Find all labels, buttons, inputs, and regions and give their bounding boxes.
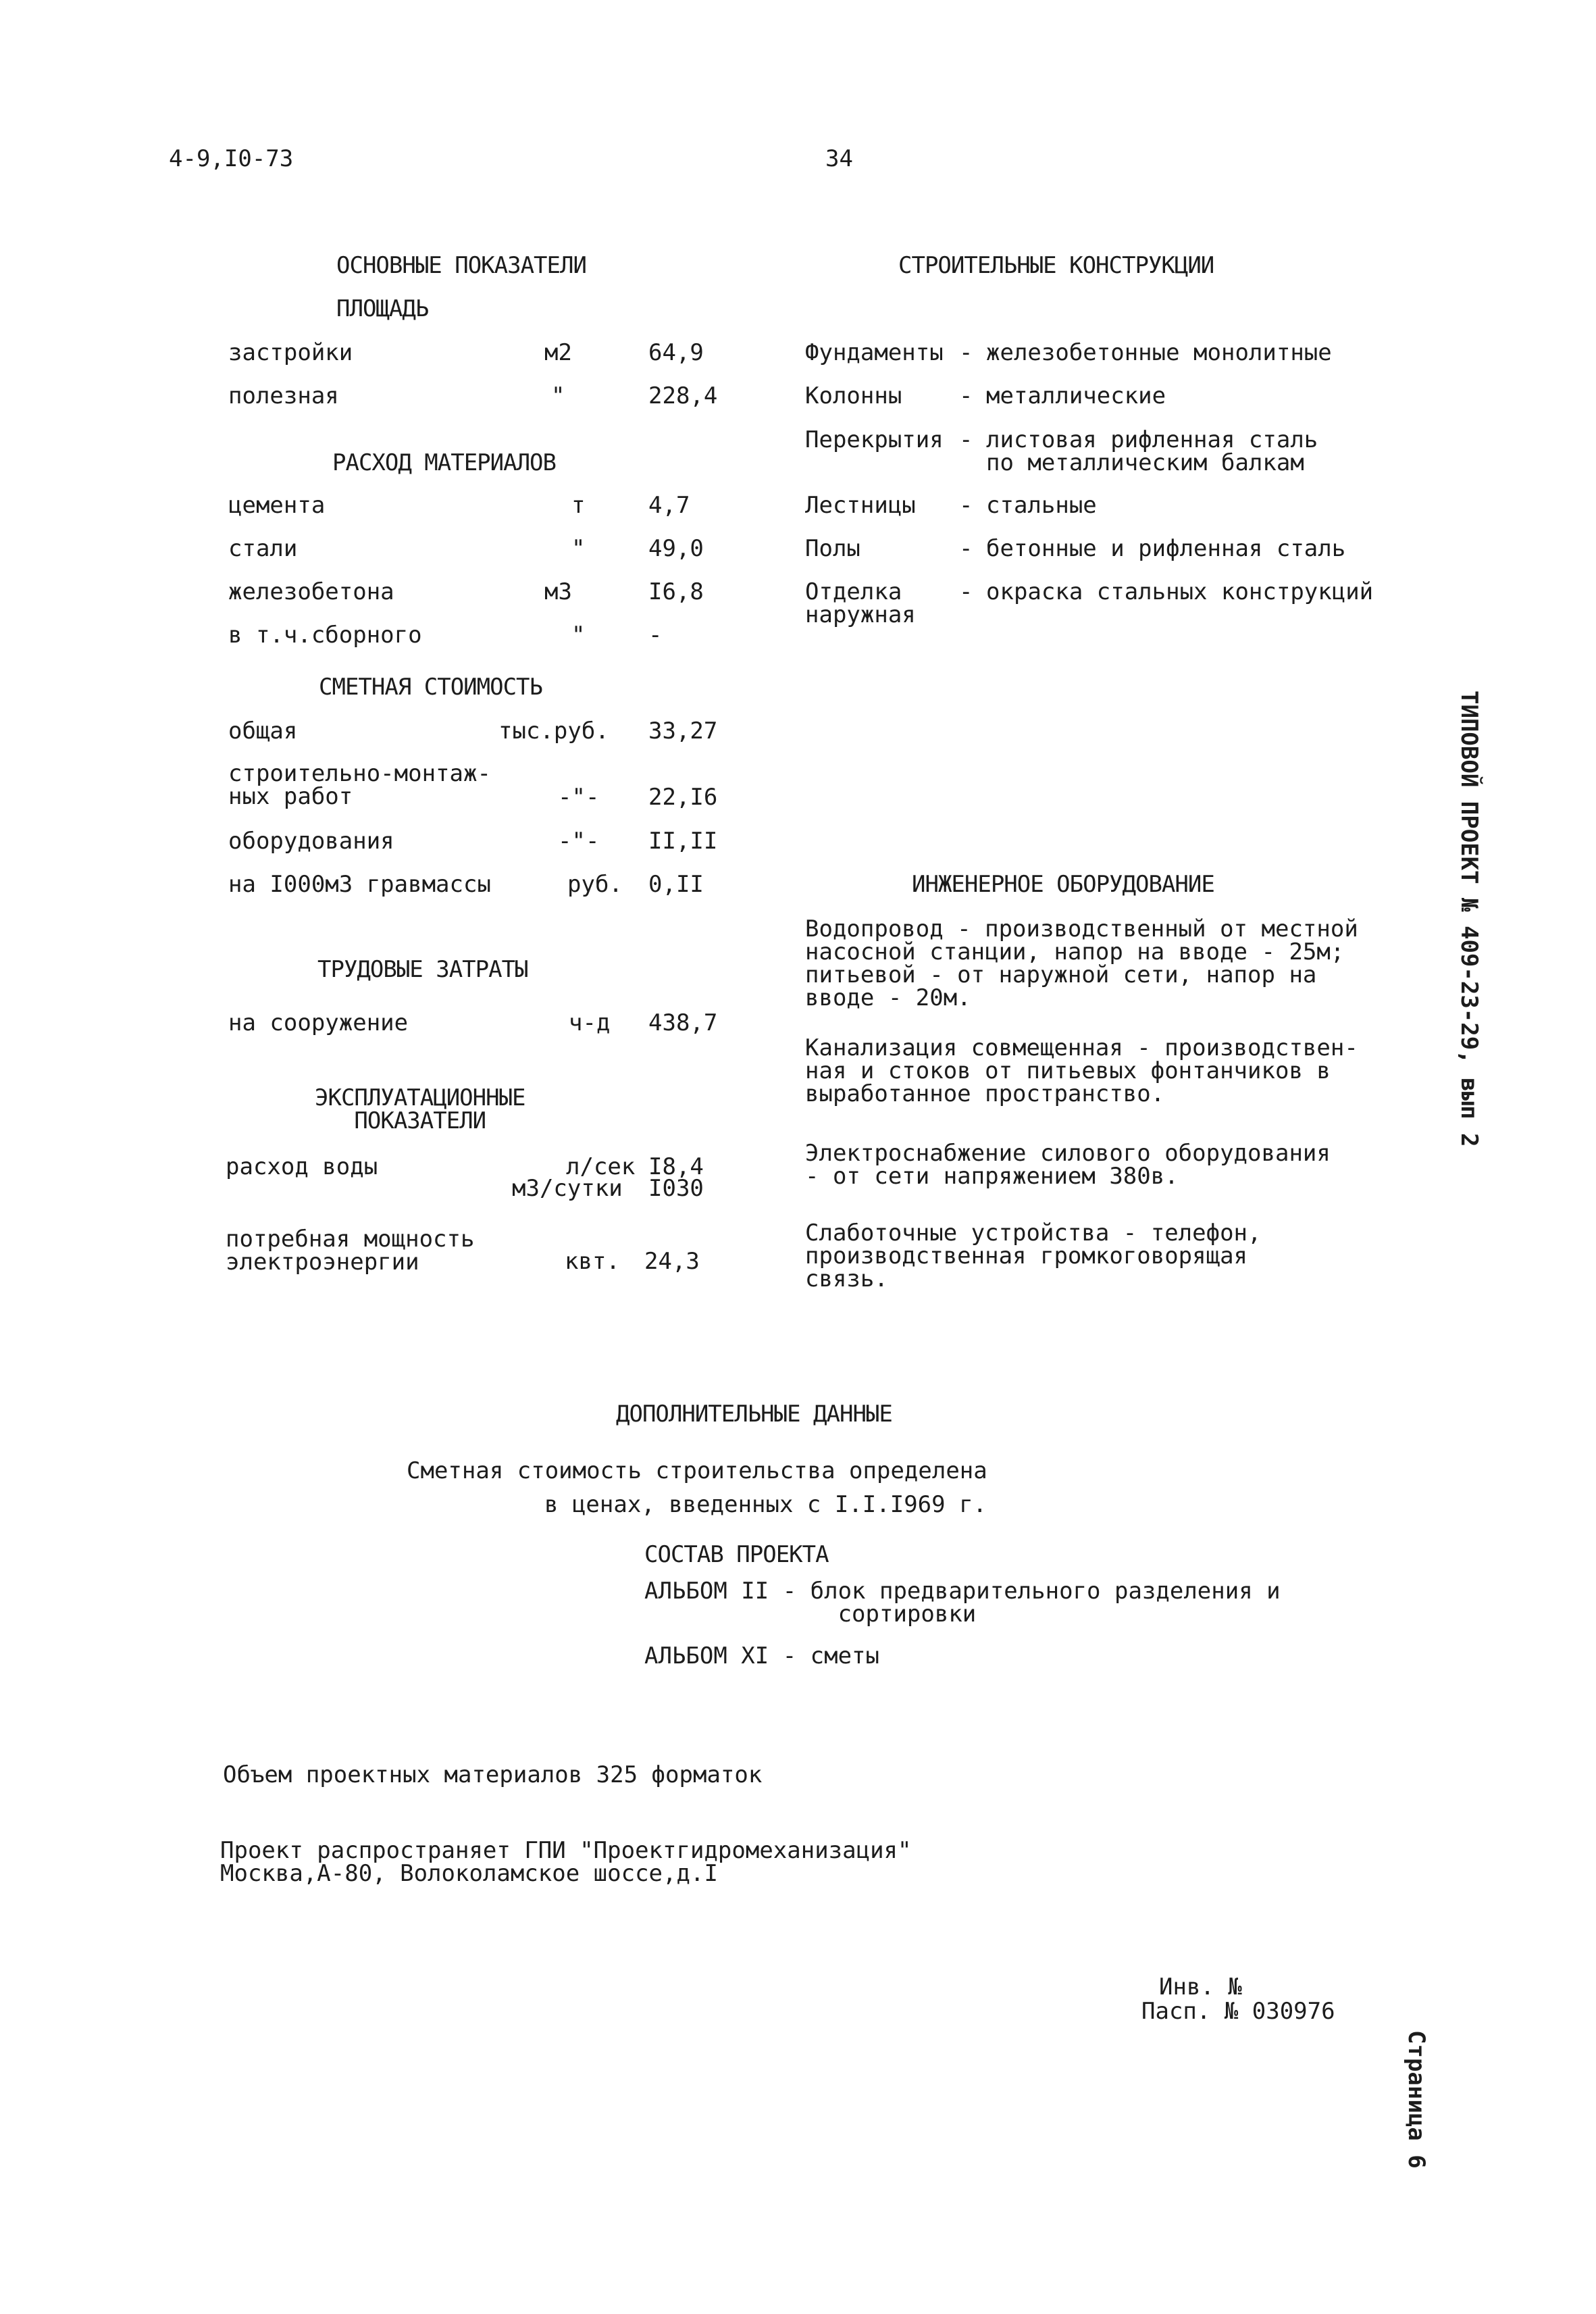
construction-stairs-dash: - <box>959 492 973 519</box>
construction-foundations-dash: - <box>959 339 973 366</box>
construction-foundations-value: железобетонные монолитные <box>986 339 1332 366</box>
row-value: - <box>648 622 663 649</box>
materials-row-precast <box>228 624 742 653</box>
doc-code: 4-9,I0-73 <box>169 145 294 172</box>
row-value: 438,7 <box>648 1009 718 1036</box>
row-name: стали <box>228 535 298 562</box>
row-unit: т <box>571 492 586 519</box>
side-project-label: ТИПОВОЙ ПРОЕКТ № 409-23-29, вып 2 <box>1456 690 1483 1147</box>
row-name: полезная <box>228 382 339 409</box>
project-volume: Объем проектных материалов 325 форматок <box>223 1761 763 1788</box>
row-value: 33,27 <box>648 718 718 745</box>
construction-columns-dash: - <box>959 382 973 409</box>
construction-stairs-value: стальные <box>986 492 1097 519</box>
construction-finish-name: Отделка наружная <box>805 578 916 628</box>
construction-stairs-name: Лестницы <box>805 492 916 519</box>
power-unit: квт. <box>565 1248 620 1275</box>
row-value: 64,9 <box>648 339 704 366</box>
row-unit: " <box>571 622 586 649</box>
labor-title: ТРУДОВЫЕ ЗАТРАТЫ <box>317 956 528 983</box>
album-2: АЛЬБОМ II - блок предварительного разделения и сортировки <box>644 1578 1281 1628</box>
additional-cost-line-2: в ценах, введенных с I.I.I969 г. <box>544 1491 987 1518</box>
row-value: 0,II <box>648 871 704 898</box>
cost-title: СМЕТНАЯ СТОИМОСТЬ <box>319 674 542 701</box>
row-name: на I000м3 гравмассы <box>228 871 491 898</box>
cost-row-construction-name: строительно-монтаж- ных работ <box>228 760 491 810</box>
passport-number: Пасп. № 030976 <box>1141 1998 1335 2025</box>
construction-finish-value: окраска стальных конструкций <box>986 578 1374 605</box>
row-unit: -"- <box>558 828 600 855</box>
row-name: цемента <box>228 492 326 519</box>
project-distributor: Проект распространяет ГПИ "Проектгидромеханизация" Москва,А-80, Волоколамское шоссе,д.I <box>220 1837 912 1887</box>
row-unit: " <box>551 382 565 409</box>
engineering-power: Электроснабжение силового оборудования - от сети напряжением 380в. <box>805 1140 1331 1190</box>
row-value: I6,8 <box>648 578 704 605</box>
row-unit: м3 <box>544 578 572 605</box>
power-value: 24,3 <box>644 1248 700 1275</box>
basic-indicators-title: ОСНОВНЫЕ ПОКАЗАТЕЛИ <box>336 252 586 279</box>
additional-title: ДОПОЛНИТЕЛЬНЫЕ ДАННЫЕ <box>616 1401 892 1428</box>
cost-row-per-volume <box>228 873 742 903</box>
area-title: ПЛОЩАДЬ <box>336 295 429 322</box>
album-11: АЛЬБОМ XI - сметы <box>644 1642 879 1669</box>
constructions-title: СТРОИТЕЛЬНЫЕ КОНСТРУКЦИИ <box>898 252 1214 279</box>
row-name: железобетона <box>228 578 394 605</box>
materials-title: РАСХОД МАТЕРИАЛОВ <box>332 449 556 476</box>
labor-row <box>228 1011 742 1041</box>
construction-foundations-name: Фундаменты <box>805 339 944 366</box>
water-value-1: I8,4 <box>648 1153 704 1180</box>
area-row-useful <box>228 384 742 414</box>
row-unit: тыс.руб. <box>498 718 609 745</box>
row-unit: м2 <box>544 339 572 366</box>
construction-flooring-value: бетонные и рифленная сталь <box>986 535 1346 562</box>
construction-finish-dash: - <box>959 578 973 605</box>
page-number: 34 <box>825 145 853 172</box>
power-name: потребная мощность электроэнергии <box>226 1226 475 1276</box>
cost-row-construction-unit: -"- <box>558 784 600 811</box>
row-name: общая <box>228 718 298 745</box>
row-name: на сооружение <box>228 1009 409 1036</box>
water-unit-2: м3/сутки <box>512 1175 623 1202</box>
materials-row-concrete <box>228 580 742 610</box>
construction-flooring-name: Полы <box>805 535 860 562</box>
cost-row-equipment <box>228 830 742 859</box>
construction-floors-name: Перекрытия <box>805 426 944 453</box>
composition-title: СОСТАВ ПРОЕКТА <box>644 1541 829 1568</box>
row-value: 49,0 <box>648 535 704 562</box>
engineering-water-supply: Водопровод - производственный от местной насосной станции, напор на вводе - 25м; питьевой - от наружной сети, напор на вводе - 20м. <box>805 915 1358 1011</box>
row-value: 4,7 <box>648 492 690 519</box>
engineering-title: ИНЖЕНЕРНОЕ ОБОРУДОВАНИЕ <box>912 871 1214 898</box>
row-name: оборудования <box>228 828 394 855</box>
row-name: застройки <box>228 339 353 366</box>
row-unit: ч-д <box>569 1009 611 1036</box>
engineering-low-current: Слаботочные устройства - телефон, производственная громкоговорящая связь. <box>805 1219 1262 1292</box>
construction-floors-value: листовая рифленная сталь по металлическим балкам <box>986 426 1318 476</box>
construction-floors-dash: - <box>959 426 973 453</box>
row-name: в т.ч.сборного <box>228 622 422 649</box>
area-row-built <box>228 341 742 371</box>
cost-row-construction-value: 22,I6 <box>648 784 718 811</box>
row-value: 228,4 <box>648 382 718 409</box>
materials-row-steel <box>228 537 742 567</box>
materials-row-cement <box>228 494 742 524</box>
inventory-number: Инв. № <box>1159 1973 1242 2001</box>
water-unit-1: л/сек <box>566 1153 636 1180</box>
water-name: расход воды <box>226 1153 378 1180</box>
cost-row-total <box>228 720 742 749</box>
construction-columns-value: металлические <box>986 382 1166 409</box>
row-unit: руб. <box>567 871 623 898</box>
row-value: II,II <box>648 828 718 855</box>
water-value-2: I030 <box>648 1175 704 1202</box>
operation-title: ЭКСПЛУАТАЦИОННЫЕ ПОКАЗАТЕЛИ <box>315 1084 525 1134</box>
row-unit: " <box>571 535 586 562</box>
engineering-sewerage: Канализация совмещенная - производствен- ная и стоков от питьевых фонтанчиков в выработанное пространство. <box>805 1034 1358 1107</box>
side-page-label: Страница 6 <box>1403 2030 1430 2169</box>
construction-flooring-dash: - <box>959 535 973 562</box>
construction-columns-name: Колонны <box>805 382 902 409</box>
additional-cost-line-1: Сметная стоимость строительства определена <box>407 1457 987 1484</box>
